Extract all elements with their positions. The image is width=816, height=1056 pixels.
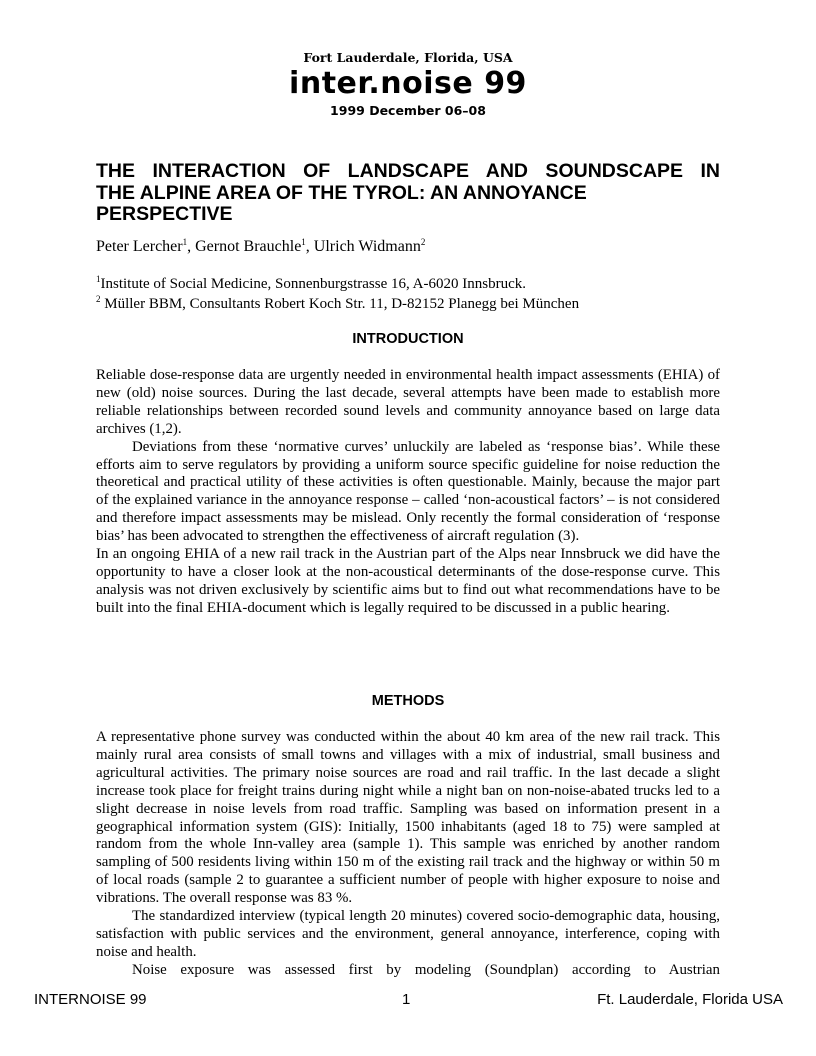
paragraph: The standardized interview (typical length 20 minutes) covered socio-demographic data, housing, satisfaction with public services and the environment, general annoyance, interference, coping with noise and health. [96, 908, 720, 960]
affiliation-mark: 1 [301, 237, 306, 247]
internoise-logo: inter.noise 99 [289, 66, 527, 101]
title-line: THE ALPINE AREA OF THE TYROL: AN ANNOYANCE [96, 181, 587, 204]
paragraph: Deviations from these ‘normative curves’ unluckily are labeled as ‘response bias’. While these efforts aim to serve regulators by providing a uniform source specific guideline for noise reduction the theoretical and practical utility of these activities is often questionable. Mainly, because the major part of the explained variance in the annoyance response – called ‘non-acoustical factors’ – is not considered and therefore impact assessments may be mislead. Only recently the formal consideration of ‘response bias’ has been advocated to strengthen the effectiveness of aircraft regulation (3). [96, 438, 720, 545]
author-separator: , [187, 238, 196, 255]
paper-title [96, 161, 720, 226]
paragraph: Noise exposure was assessed first by modeling (Soundplan) according to Austrian [132, 961, 720, 978]
paragraph: A representative phone survey was conducted within the about 40 km area of the new rail track. This mainly rural area consists of small towns and villages with a mix of industrial, small business and agricultural activities. The primary noise sources are road and rail traffic. In the last decade a slight increase took place for freight trains during night while a night ban on non-noise-abated trucks led to a slight decrease in noise levels from road traffic. Sampling was based on information present in a geographical information system (GIS): Initially, 1500 inhabitants (aged 18 to 75) were sampled at random from the whole Inn-valley area (sample 1). This sample was enriched by another random sampling of 500 residents living within 150 m of the existing rail track and the highway or within 50 m of local roads (sample 2 to guarantee a sufficient number of people with higher exposure to noise and vibrations. The overall response was 83 %. [96, 729, 720, 907]
affiliation-text: Müller BBM, Consultants Robert Koch Str. 11, D-82152 Planegg bei München [104, 296, 580, 312]
affiliation-mark: 2 [420, 237, 426, 247]
affiliation-text: Institute of Social Medicine, Sonnenburgstrasse 16, A-6020 Innsbruck. [100, 276, 526, 292]
footer-right: Ft. Lauderdale, Florida USA [597, 991, 783, 1008]
paragraph: Reliable dose-response data are urgently needed in environmental health impact assessments (EHIA) of new (old) noise sources. During the last decade, several attempts have been made to establish more reliable relationships between recorded sound levels and community annoyance based on large data archives (1,2). [96, 367, 720, 437]
section-heading-methods: METHODS [371, 693, 445, 709]
affiliation-list [96, 274, 579, 314]
footer-left: INTERNOISE 99 [34, 991, 147, 1008]
conference-dates: 1999 December 06–08 [330, 103, 486, 118]
author-name: Ulrich Widmann [313, 238, 421, 255]
affiliation-mark: 1 [182, 237, 188, 247]
affiliation [96, 294, 579, 314]
title-line: PERSPECTIVE [96, 203, 233, 225]
conference-location: Fort Lauderdale, Florida, USA [303, 50, 513, 65]
author-list [96, 238, 425, 256]
page-number: 1 [402, 991, 411, 1008]
methods-body [96, 729, 720, 980]
paragraph: In an ongoing EHIA of a new rail track in the Austrian part of the Alps near Innsbruck we did have the opportunity to have a closer look at the non-acoustical determinants of the dose-response curve. This analysis was not driven exclusively by scientific aims but to find out what recommendations have to be built into the final EHIA-document which is legally required to be discussed in a public hearing. [96, 546, 720, 616]
author-name: Peter Lercher [96, 238, 183, 255]
author-name: Gernot Brauchle [195, 238, 302, 255]
affiliation [96, 274, 579, 294]
introduction-body [96, 367, 720, 618]
section-heading-introduction: INTRODUCTION [352, 331, 464, 347]
affiliation-mark: 1 [96, 274, 101, 284]
author-separator: , [305, 238, 314, 255]
title-line: THE INTERACTION OF LANDSCAPE AND SOUNDSCAPE IN [96, 160, 720, 182]
affiliation-mark: 2 [96, 294, 101, 304]
